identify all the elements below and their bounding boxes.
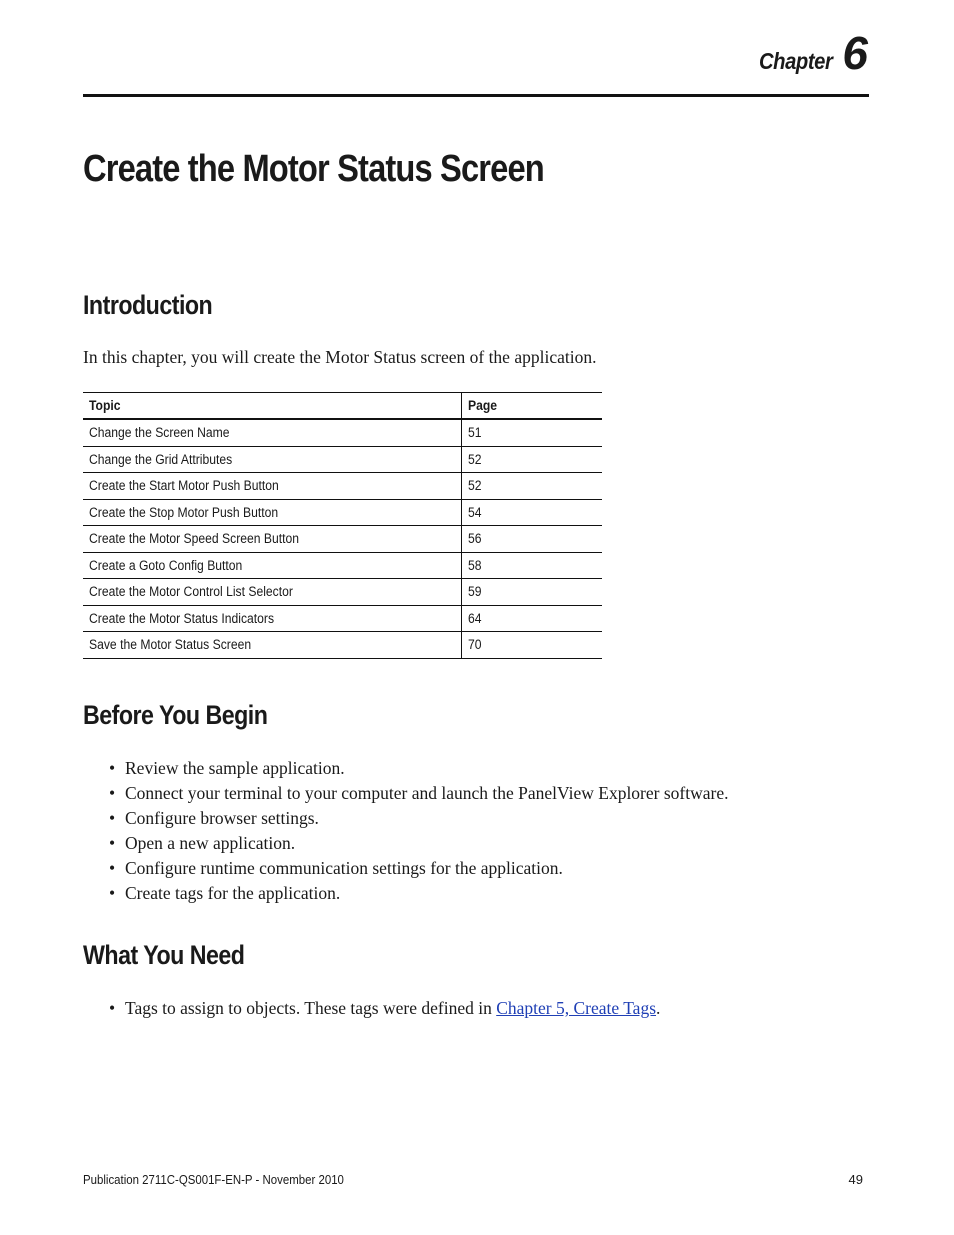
table-header-row <box>83 393 602 420</box>
table-row <box>83 552 602 579</box>
table-row <box>83 499 602 526</box>
page-title: Create the Motor Status Screen <box>83 148 544 190</box>
page-cell: 64 <box>462 605 603 632</box>
chapter-number: 6 <box>842 27 868 79</box>
list-item: • Tags to assign to objects. These tags were defined in Chapter 5, Create Tags. <box>109 996 660 1021</box>
table-row <box>83 605 602 632</box>
bullet-icon: • <box>109 998 116 1018</box>
header-rule <box>83 94 869 97</box>
header-page: Page <box>462 393 603 420</box>
list-item: • Create tags for the application. <box>109 881 729 906</box>
topic-cell: Create the Motor Status Indicators <box>83 605 462 632</box>
chapter-heading <box>749 27 868 79</box>
table-row <box>83 632 602 659</box>
table-row <box>83 446 602 473</box>
footer-page-number: 49 <box>848 1172 863 1187</box>
what-you-need-list <box>109 996 660 1021</box>
bullet-icon: • <box>109 783 116 803</box>
topic-cell: Create the Start Motor Push Button <box>83 473 462 500</box>
list-item: • Review the sample application. <box>109 756 729 781</box>
page-cell: 56 <box>462 526 603 553</box>
topic-cell: Create the Stop Motor Push Button <box>83 499 462 526</box>
table-row <box>83 419 602 446</box>
list-item: • Configure browser settings. <box>109 806 729 831</box>
what-you-need-heading: What You Need <box>83 940 245 970</box>
page-cell: 59 <box>462 579 603 606</box>
page-cell: 51 <box>462 419 603 446</box>
topic-cell: Change the Screen Name <box>83 419 462 446</box>
page-cell: 52 <box>462 446 603 473</box>
table-row <box>83 473 602 500</box>
page-cell: 54 <box>462 499 603 526</box>
chapter-label: Chapter <box>759 48 833 74</box>
topic-cell: Create the Motor Speed Screen Button <box>83 526 462 553</box>
before-you-begin-list <box>109 756 729 906</box>
topic-cell: Create the Motor Control List Selector <box>83 579 462 606</box>
introduction-heading: Introduction <box>83 290 213 320</box>
topic-cell: Create a Goto Config Button <box>83 552 462 579</box>
header-topic: Topic <box>83 393 462 420</box>
bullet-icon: • <box>109 833 116 853</box>
bullet-icon: • <box>109 858 116 878</box>
topic-cell: Save the Motor Status Screen <box>83 632 462 659</box>
table-row <box>83 579 602 606</box>
list-item: • Open a new application. <box>109 831 729 856</box>
bullet-icon: • <box>109 758 116 778</box>
table-row <box>83 526 602 553</box>
bullet-icon: • <box>109 808 116 828</box>
topic-cell: Change the Grid Attributes <box>83 446 462 473</box>
page-cell: 58 <box>462 552 603 579</box>
list-item: • Configure runtime communication settings for the application. <box>109 856 729 881</box>
bullet-icon: • <box>109 883 116 903</box>
page-cell: 70 <box>462 632 603 659</box>
list-item: • Connect your terminal to your computer and launch the PanelView Explorer software. <box>109 781 729 806</box>
topics-table <box>83 392 602 659</box>
introduction-text: In this chapter, you will create the Motor Status screen of the application. <box>83 347 597 367</box>
footer-publication: Publication 2711C-QS001F-EN-P - November 2010 <box>83 1172 344 1187</box>
before-you-begin-heading: Before You Begin <box>83 700 268 730</box>
page-cell: 52 <box>462 473 603 500</box>
chapter-5-link[interactable]: Chapter 5, Create Tags <box>496 998 657 1018</box>
